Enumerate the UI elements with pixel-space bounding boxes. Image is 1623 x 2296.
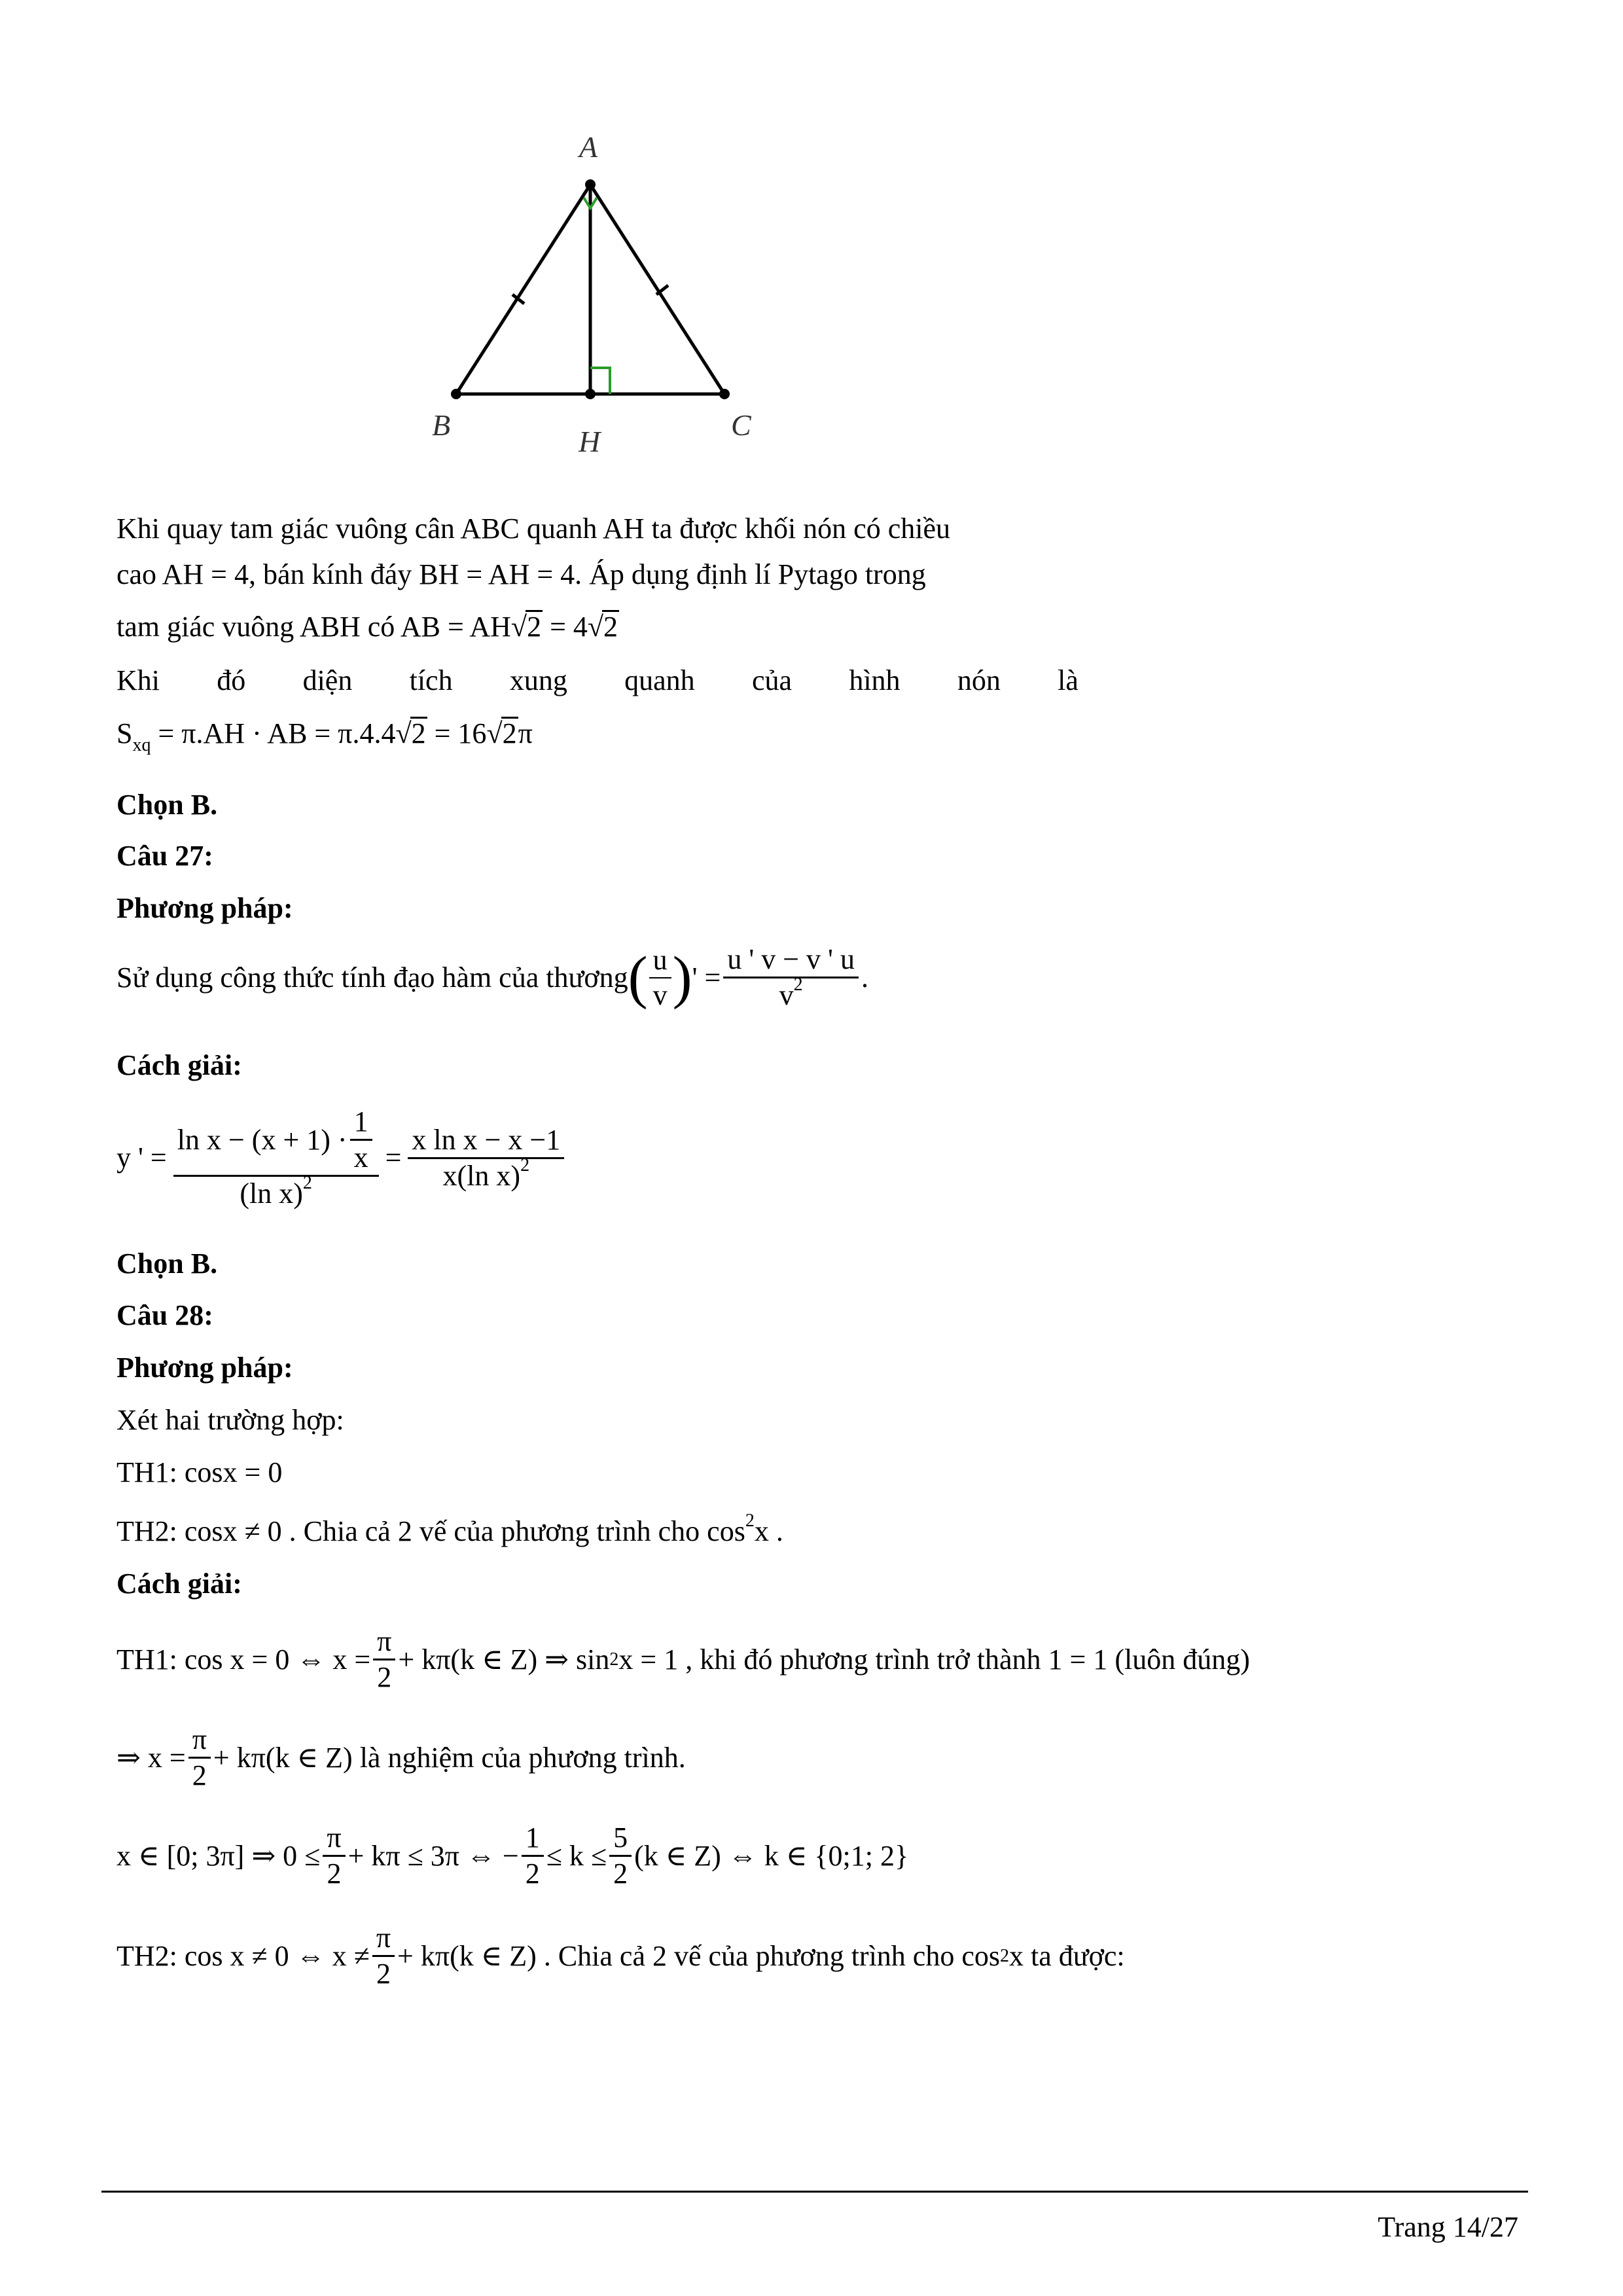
cau27-derivative	[116, 1105, 567, 1211]
fraction-pi-2: $\frac{\pi}{2}$	[188, 1723, 211, 1793]
page-number: Trang 14/27	[1378, 2211, 1518, 2243]
s4-text3: x ta được:	[1008, 1939, 1125, 1972]
cau28-m1: Xét hai trường hợp:	[116, 1404, 344, 1436]
math-sqrt: 2	[527, 611, 542, 643]
cau28-s2	[116, 1723, 686, 1793]
para1-line5: $S_{xq} = \pi.AH$ · AB = π.4.4√2 = 16√2π	[116, 717, 533, 755]
cau27-text: Sử dụng công thức tính đạo hàm của thương	[116, 961, 628, 994]
word: đó	[217, 664, 246, 696]
word: xung	[509, 664, 567, 696]
fraction-pi-2: $\frac{\pi}{2}$	[323, 1821, 345, 1891]
fraction-pi-2: $\frac{\pi}{2}$	[372, 1921, 395, 1991]
cau28-m3-end: x .	[754, 1515, 783, 1547]
cau28-solve-heading: Cách giải:	[116, 1568, 242, 1600]
cau28-title: Câu 28:	[116, 1299, 213, 1331]
label-c: C	[731, 408, 751, 442]
s4-text2: + kπ(k ∈ Z) . Chia cả 2 vế của phương trình cho cos	[397, 1939, 1000, 1972]
word: Khi	[116, 664, 160, 696]
s2-text: ⇒ x =	[116, 1741, 186, 1774]
equals: =	[385, 1141, 402, 1174]
point-c	[719, 389, 730, 399]
word: hình	[849, 664, 901, 696]
cau27-method-text	[116, 942, 868, 1013]
paren-open: (	[628, 944, 648, 1010]
point-b	[451, 389, 461, 399]
para1-line2-text2: . Áp dụng định lí Pytago trong	[575, 558, 926, 590]
point-a	[585, 179, 596, 190]
cau28-s1: TH1: cos x = 0 ⇔ x = $\frac{\pi}{2}$ + kπ(k ∈ Z) ⇒ sin 2 x = 1 , khi đó phương trình trở thành 1 = 1 (luôn đúng)	[116, 1625, 1250, 1693]
period: .	[861, 961, 868, 994]
chon-b-1: Chọn B.	[116, 789, 218, 821]
math-s: S	[116, 717, 133, 749]
fraction-u-v: $\frac{u}{v}$	[649, 943, 671, 1013]
triangle-figure	[406, 124, 772, 465]
para1-line1: Khi quay tam giác vuông cân ABC quanh AH ta được khối nón có chiều	[116, 512, 950, 545]
chon-b-2: Chọn B.	[116, 1247, 218, 1280]
cau27-title: Câu 27:	[116, 840, 213, 872]
math-sxq-formula: = π.AH · AB = π.4.4	[151, 717, 396, 749]
math-sqrt: 2	[603, 611, 618, 643]
cau28-method-heading: Phương pháp:	[116, 1352, 293, 1384]
cau27-method-heading: Phương pháp:	[116, 892, 293, 924]
math-eq: = 16	[427, 717, 487, 749]
para1-line3-text: tam giác vuông ABH có	[116, 611, 401, 643]
math-ab: AB = AH	[400, 611, 511, 643]
math-pi: π	[518, 717, 533, 749]
para1-line4	[116, 662, 1079, 699]
fraction-quotient-rule: $\frac{u ' v - v ' u}{v^2}$	[723, 942, 859, 1013]
s1-text: TH1: cos x = 0 ⇔ x =	[116, 1643, 371, 1676]
s1-text3: x = 1 , khi đó phương trình trở thành 1 = 1 (luôn đúng)	[618, 1643, 1250, 1676]
para1-line2	[116, 556, 926, 593]
fraction-1-2: $\frac{1}{2}$	[522, 1821, 544, 1891]
word: là	[1058, 664, 1079, 696]
word: tích	[409, 664, 453, 696]
fraction-derivative-2: $\frac{\text{x ln x − x −1}}{x(\ln x)^2}$	[408, 1123, 564, 1193]
cau27-solve-heading: Cách giải:	[116, 1049, 242, 1081]
label-h: H	[579, 425, 601, 458]
para1-line2-text: cao AH = 4, bán kính đáy	[116, 558, 419, 590]
footer-divider	[101, 2191, 1528, 2193]
math-sub-xq: xq	[132, 735, 151, 755]
s1-text2: + kπ(k ∈ Z) ⇒ sin	[398, 1643, 610, 1676]
cau28-m3	[116, 1513, 783, 1550]
math-eq: = 4	[543, 611, 588, 643]
math-bh-ah: BH = AH = 4	[419, 558, 575, 590]
paren-close: )	[672, 944, 692, 1010]
word: của	[751, 664, 793, 696]
s3-text: x ∈ [0; 3π] ⇒ 0 ≤	[116, 1839, 321, 1872]
para1-line3: tam giác vuông ABH có AB = AH√2 = 4√2	[116, 611, 618, 643]
label-b: B	[432, 408, 451, 442]
label-a: A	[579, 130, 598, 164]
segment-ab	[456, 185, 590, 394]
word: quanh	[624, 664, 695, 696]
s3-text4: (k ∈ Z) ⇔ k ∈ {0;1; 2}	[634, 1839, 909, 1872]
y-prime: y ' =	[116, 1141, 167, 1174]
math-sqrt: 2	[411, 717, 426, 749]
point-h	[585, 389, 596, 399]
math-sqrt: 2	[502, 717, 517, 749]
prime-eq: ' =	[692, 961, 721, 994]
s3-text2: + kπ ≤ 3π ⇔ −	[348, 1839, 519, 1872]
s2-text2: + kπ(k ∈ Z) là nghiệm của phương trình.	[213, 1741, 686, 1774]
cau28-m3-text: TH2: cosx ≠ 0 . Chia cả 2 vế của phương trình cho cos	[116, 1515, 745, 1547]
cau28-s4: TH2: cos x ≠ 0 ⇔ x ≠ $\frac{\pi}{2}$ + kπ(k ∈ Z) . Chia cả 2 vế của phương trình cho cos 2 x ta được:	[116, 1922, 1125, 1990]
sup-2: 2	[745, 1511, 755, 1531]
word: diện	[302, 664, 353, 696]
word: nón	[957, 664, 1001, 696]
fraction-5-2: $\frac{5}{2}$	[609, 1821, 632, 1891]
s4-text: TH2: cos x ≠ 0 ⇔ x ≠	[116, 1939, 370, 1972]
s3-text3: ≤ k ≤	[546, 1839, 607, 1872]
cau28-s3	[116, 1821, 908, 1891]
segment-ac	[590, 185, 724, 394]
cau28-m2: TH1: cosx = 0	[116, 1456, 283, 1488]
fraction-pi-2: $\frac{\pi}{2}$	[373, 1624, 395, 1695]
fraction-derivative-1: ln x − (x + 1) · $\frac{1}{x}$ (ln x)$^2$	[173, 1105, 379, 1211]
